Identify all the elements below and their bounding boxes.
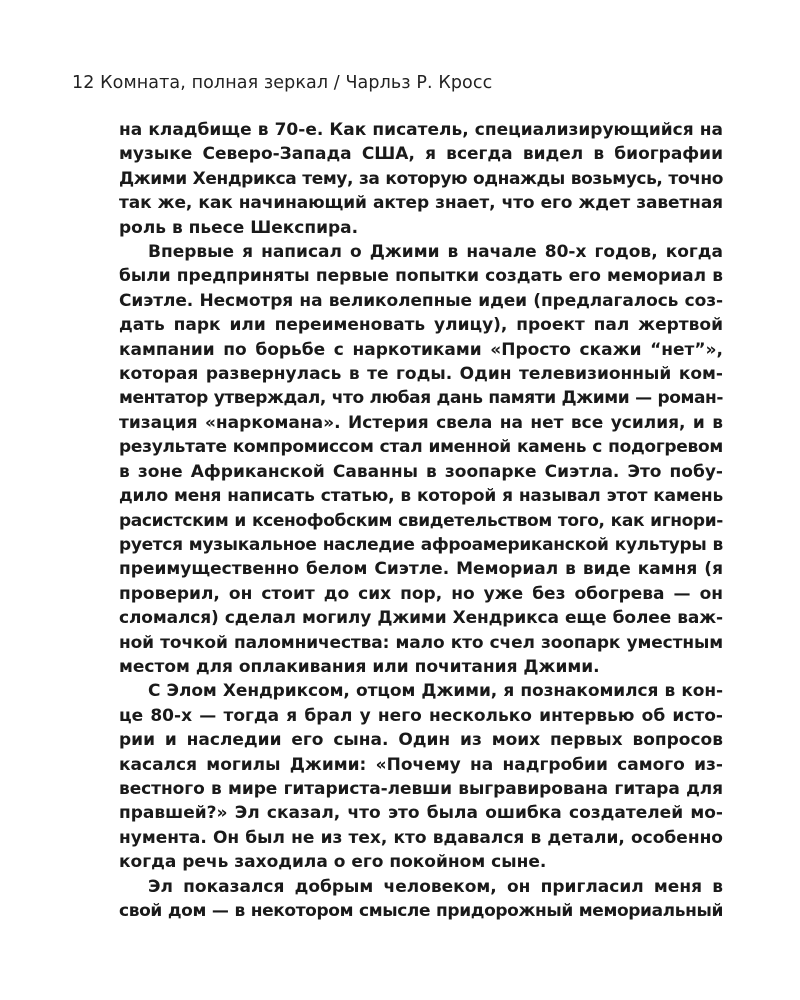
text-line: Сиэтле. Несмотря на великолепные идеи (предлагалось соз- xyxy=(119,290,723,311)
text-line: так же, как начинающий актер знает, что его ждет заветная xyxy=(119,193,723,214)
text-line: когда речь заходила о его покойном сыне. xyxy=(119,852,547,873)
text-line: местом для оплакивания или почитания Джими. xyxy=(119,656,600,677)
text-line: расистским и ксенофобским свидетельством того, как игнори- xyxy=(119,510,723,531)
text-line: правшей?» Эл сказал, что это была ошибка создателей мо- xyxy=(119,803,723,824)
text-line: дать парк или переименовать улицу), проект пал жертвой xyxy=(119,315,723,336)
text-line: были предприняты первые попытки создать его мемориал в xyxy=(119,266,723,287)
text-line: в зоне Африканской Саванны в зоопарке Сиэтла. Это побу- xyxy=(119,461,723,482)
text-line: касался могилы Джими: «Почему на надгробии самого из- xyxy=(119,754,723,775)
text-line: результате компромиссом стал именной камень с подогревом xyxy=(119,437,723,458)
text-line: сломался) сделал могилу Джими Хендрикса еще более важ- xyxy=(119,608,723,629)
text-line: кампании по борьбе с наркотиками «Просто скажи “нет”», xyxy=(119,339,723,360)
text-line: свой дом — в некотором смысле придорожный мемориальный xyxy=(119,901,723,921)
running-head: 12 Комната, полная зеркал / Чарльз Р. Кросс xyxy=(72,73,493,93)
text-line: рии и наследии его сына. Один из моих первых вопросов xyxy=(119,730,723,751)
text-line: на кладбище в 70-е. Как писатель, специализирующийся на xyxy=(119,120,723,140)
text-line: дило меня написать статью, в которой я называл этот камень xyxy=(119,486,723,507)
text-line: С Элом Хендриксом, отцом Джими, я познакомился в кон- xyxy=(148,681,723,702)
text-line: вестного в мире гитариста-левши выгравирована гитара для xyxy=(119,778,723,799)
text-line: руется музыкальное наследие афроамериканской культуры в xyxy=(119,534,723,555)
text-line: ментатор утверждал, что любая дань памяти Джими — роман- xyxy=(119,388,723,409)
text-line: тизация «наркомана». Истерия свела на нет все усилия, и в xyxy=(119,412,723,433)
text-line: Эл показался добрым человеком, он пригласил меня в xyxy=(148,876,723,897)
text-line: нумента. Он был не из тех, кто вдавался в детали, особенно xyxy=(119,827,723,848)
text-line: проверил, он стоит до сих пор, но уже без обогрева — он xyxy=(119,583,723,604)
text-line: Впервые я написал о Джими в начале 80-х годов, когда xyxy=(148,242,723,263)
text-line: музыке Северо-Запада США, я всегда видел в биографии xyxy=(119,144,723,165)
text-line: роль в пьесе Шекспира. xyxy=(119,217,359,238)
text-line: которая развернулась в те годы. Один телевизионный ком- xyxy=(119,364,723,385)
text-line: це 80-х — тогда я брал у него несколько интервью об исто- xyxy=(119,705,723,726)
text-line: Джими Хендрикса тему, за которую однажды возьмусь, точно xyxy=(119,168,723,189)
text-line: ной точкой паломничества: мало кто счел зоопарк уместным xyxy=(119,632,723,653)
body-text xyxy=(119,118,723,923)
text-line: преимущественно белом Сиэтле. Мемориал в виде камня (я xyxy=(119,559,723,580)
